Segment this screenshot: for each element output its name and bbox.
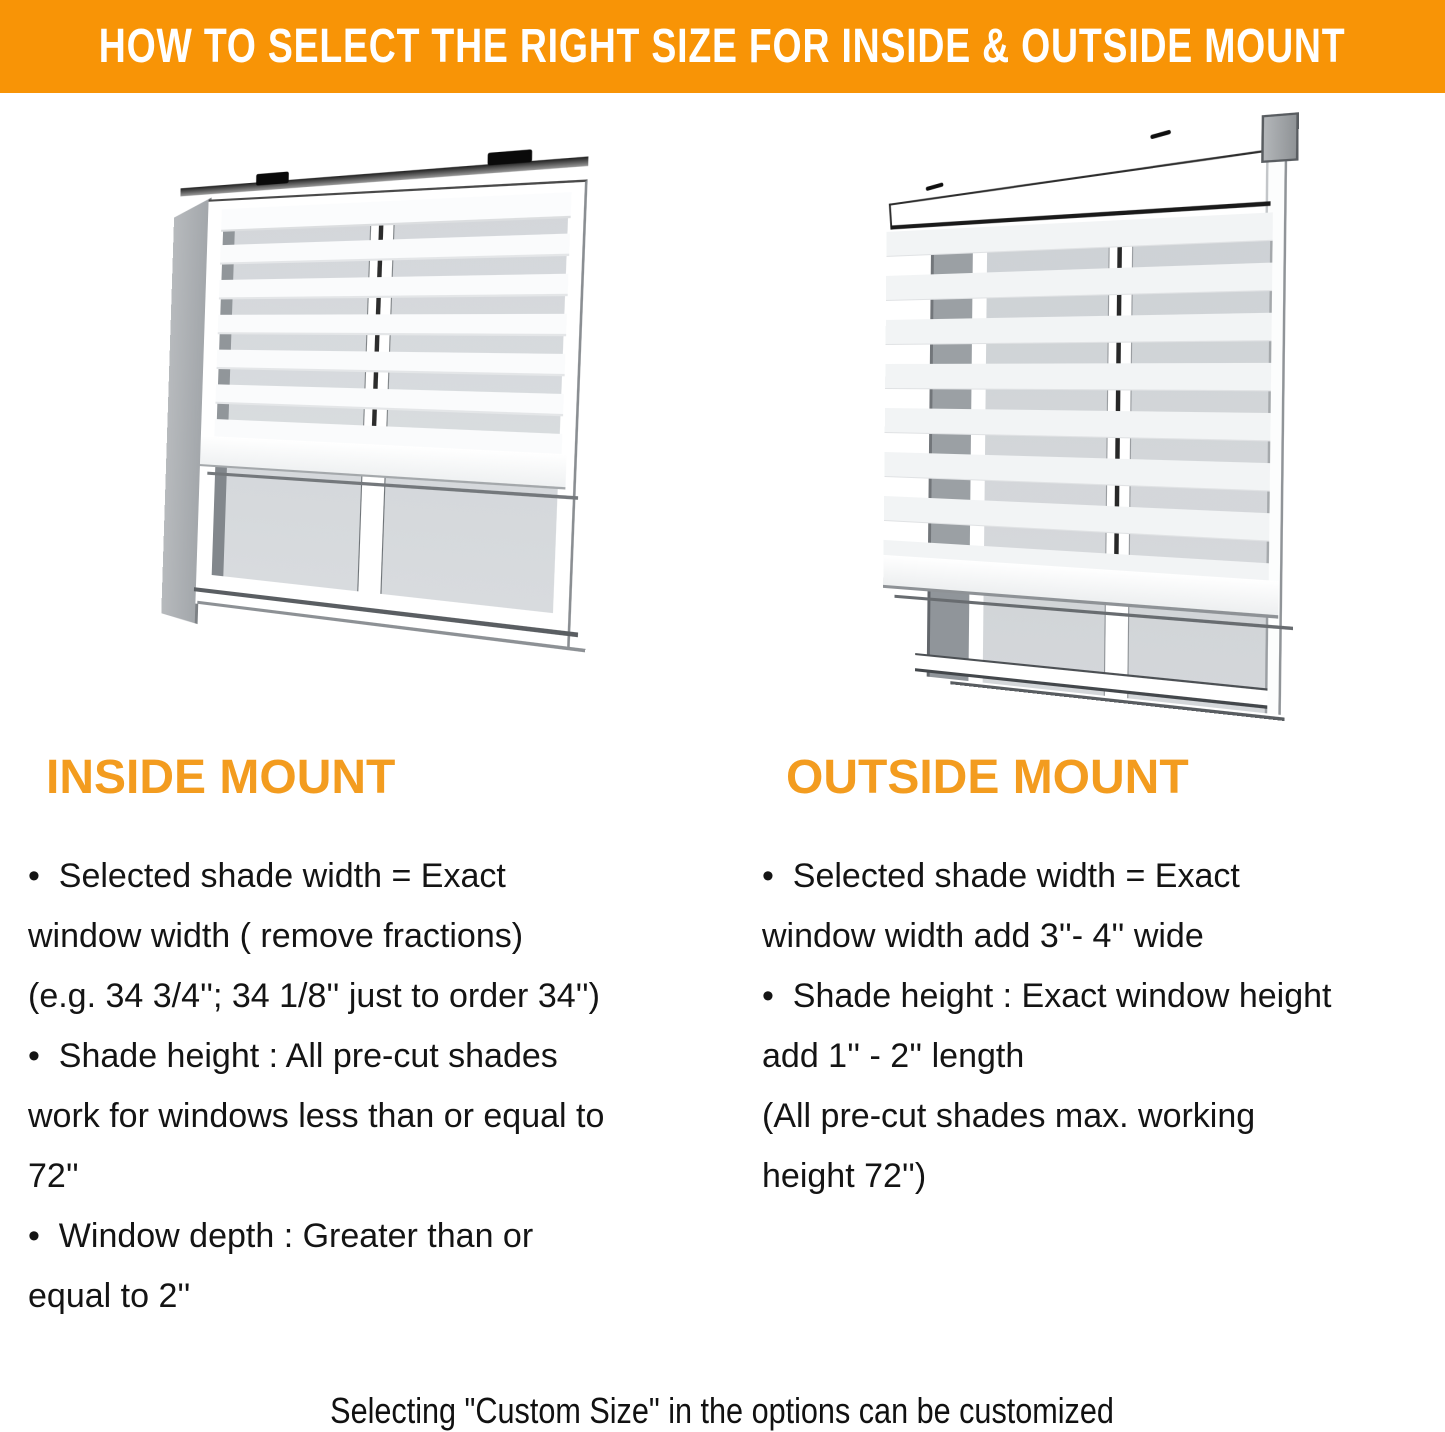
outside-mount-text <box>762 846 1445 1206</box>
shade-bands <box>883 212 1272 583</box>
bullet-line: (e.g. 34 3/4''; 34 1/8'' just to order 34'') <box>28 977 600 1015</box>
bullet-line: 72'' <box>28 1157 79 1195</box>
outside-mount-heading: OUTSIDE MOUNT <box>786 751 1189 804</box>
bullet-line: • Shade height : All pre-cut shades <box>28 1037 558 1075</box>
banner-title: HOW TO SELECT THE RIGHT SIZE FOR INSIDE & OUTSIDE MOUNT <box>99 20 1346 73</box>
banner <box>0 0 1445 93</box>
mount-bracket-icon <box>1261 112 1299 163</box>
shade-bands <box>214 216 570 457</box>
zebra-shade <box>883 212 1273 618</box>
bullet-line: equal to 2'' <box>28 1277 191 1315</box>
zebra-shade <box>213 192 571 489</box>
bullet-line: • Selected shade width = Exact <box>762 857 1240 895</box>
inside-mount-illustration <box>161 153 594 687</box>
bullet-line: height 72'') <box>762 1157 927 1195</box>
footer <box>0 1390 1445 1432</box>
bullet-line: • Selected shade width = Exact <box>28 857 506 895</box>
window-frame <box>195 179 587 650</box>
mount-bracket-icon <box>256 171 289 185</box>
inside-mount-heading: INSIDE MOUNT <box>46 751 396 804</box>
mount-bracket-icon <box>488 149 533 165</box>
outside-mount-illustration <box>882 94 1296 719</box>
wall-line <box>889 149 1270 206</box>
custom-size-note: Selecting "Custom Size" in the options can be customized <box>330 1390 1115 1431</box>
screw-icon <box>926 182 944 191</box>
bullet-line: window width ( remove fractions) <box>28 917 524 955</box>
screw-icon <box>1150 130 1171 140</box>
bullet-line: work for windows less than or equal to <box>28 1097 605 1135</box>
bullet-line: • Shade height : Exact window height <box>762 977 1332 1015</box>
bullet-line: (All pre-cut shades max. working <box>762 1097 1256 1135</box>
inside-mount-text <box>28 846 738 1326</box>
bullet-line: • Window depth : Greater than or <box>28 1217 534 1255</box>
bullet-line: window width add 3''- 4'' wide <box>762 917 1204 955</box>
bullet-line: add 1'' - 2'' length <box>762 1037 1025 1075</box>
